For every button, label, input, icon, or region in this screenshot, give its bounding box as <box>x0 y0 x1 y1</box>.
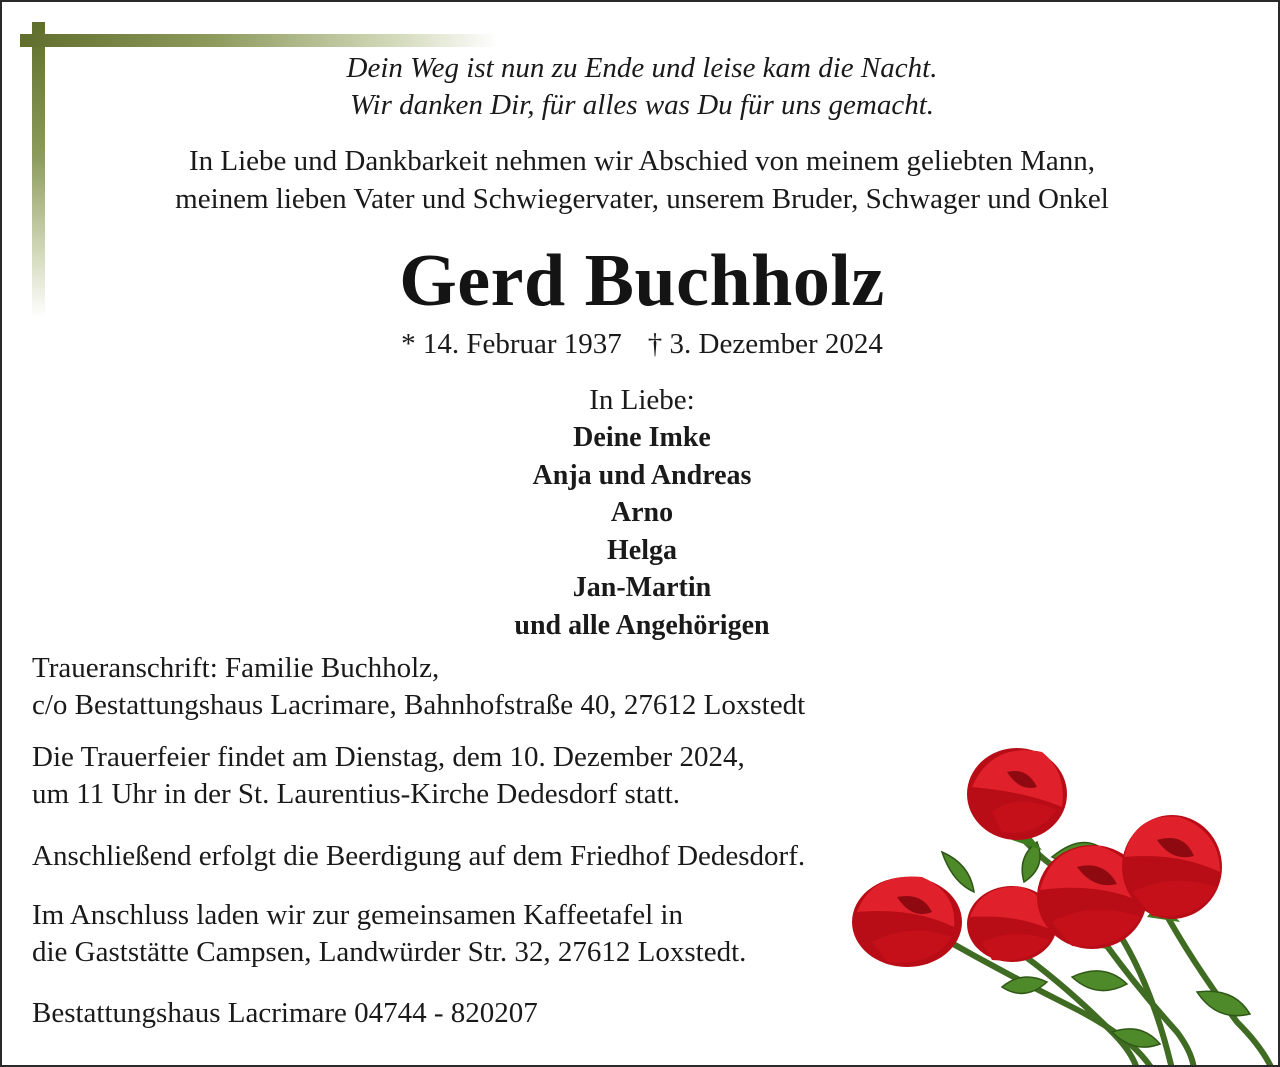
verse-line: Dein Weg ist nun zu Ende und leise kam die Nacht. <box>346 52 938 84</box>
address-line: c/o Bestattungshaus Lacrimare, Bahnhofstraße 40, 27612 Loxstedt <box>32 689 806 721</box>
cross-horizontal-beam <box>20 34 498 47</box>
coffee-invitation <box>32 897 746 971</box>
verse-line: Wir danken Dir, für alles was Du für uns gemacht. <box>349 89 935 121</box>
mourner-name: Arno <box>610 497 674 528</box>
mourner-name: Jan-Martin <box>572 572 712 603</box>
coffee-line: Im Anschluss laden wir zur gemeinsamen Kaffeetafel in <box>32 899 683 931</box>
mourner-name: und alle Angehörigen <box>514 609 770 641</box>
mourner-name: Helga <box>607 534 677 566</box>
address-line: Traueranschrift: Familie Buchholz, <box>32 652 440 684</box>
service-line: um 11 Uhr in der St. Laurentius-Kirche Dedesdorf statt. <box>32 778 681 810</box>
red-roses-icon <box>842 732 1280 1067</box>
mourner-name: Deine Imke <box>573 422 711 453</box>
intro-line: In Liebe und Dankbarkeit nehmen wir Abschied von meinem geliebten Mann, <box>189 145 1095 177</box>
coffee-line: die Gaststätte Campsen, Landwürder Str. 32, 27612 Loxstedt. <box>32 936 747 968</box>
funeral-service-info <box>32 739 745 813</box>
verse <box>2 50 1280 124</box>
service-line: Die Trauerfeier findet am Dienstag, dem 10. Dezember 2024, <box>32 741 745 773</box>
burial-info: Anschließend erfolgt die Beerdigung auf dem Friedhof Dedesdorf. <box>32 840 806 872</box>
mourner-name: Anja und Andreas <box>532 459 752 491</box>
intro-text <box>2 142 1280 218</box>
mourning-address <box>32 650 805 724</box>
mourners-list <box>2 419 1280 644</box>
funeral-home-contact: Bestattungshaus Lacrimare 04744 - 820207 <box>32 997 538 1029</box>
deceased-name: Gerd Buchholz <box>399 240 885 322</box>
death-date: † 3. Dezember 2024 <box>647 328 883 360</box>
intro-line: meinem lieben Vater und Schwiegervater, unserem Bruder, Schwager und Onkel <box>175 183 1109 215</box>
birth-date: * 14. Februar 1937 <box>401 328 622 360</box>
life-dates <box>2 326 1280 362</box>
love-label: In Liebe: <box>589 384 695 416</box>
